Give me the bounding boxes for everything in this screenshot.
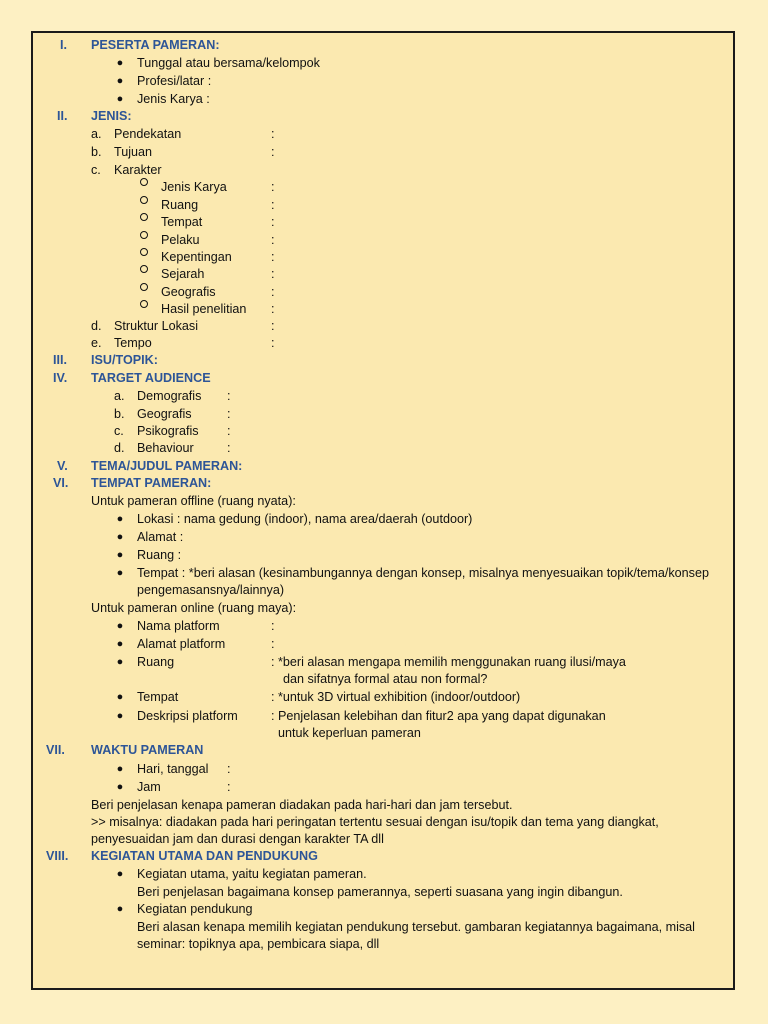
section-number: V. (57, 459, 68, 473)
bullet-icon: ● (116, 620, 124, 632)
bullet-icon: ● (116, 75, 124, 87)
bullet-icon: ● (116, 868, 124, 880)
section-title: JENIS: (91, 109, 132, 123)
bullet-icon: ● (116, 549, 124, 561)
bullet-icon: ● (116, 903, 124, 915)
bullet-icon: ● (116, 763, 124, 775)
circle-bullet-icon (140, 213, 148, 221)
section-number: II. (57, 109, 68, 123)
section-number: VIII. (46, 849, 69, 863)
bullet-icon: ● (116, 781, 124, 793)
bullet-icon: ● (116, 513, 124, 525)
bullet-icon: ● (116, 691, 124, 703)
section-number: I. (60, 38, 67, 52)
section-title: KEGIATAN UTAMA DAN PENDUKUNG (91, 849, 318, 863)
section-number: VII. (46, 743, 65, 757)
section-number: VI. (53, 476, 69, 490)
circle-bullet-icon (140, 248, 148, 256)
bullet-icon: ● (116, 638, 124, 650)
section-number: III. (53, 353, 67, 367)
circle-bullet-icon (140, 265, 148, 273)
bullet-icon: ● (116, 710, 124, 722)
circle-bullet-icon (140, 196, 148, 204)
bullet-icon: ● (116, 57, 124, 69)
section-title: PESERTA PAMERAN: (91, 38, 220, 52)
circle-bullet-icon (140, 231, 148, 239)
bullet-icon: ● (116, 93, 124, 105)
section-number: IV. (53, 371, 68, 385)
circle-bullet-icon (140, 300, 148, 308)
bullet-icon: ● (116, 531, 124, 543)
section-title: TEMPAT PAMERAN: (91, 476, 212, 490)
section-title: TEMA/JUDUL PAMERAN: (91, 459, 243, 473)
section-title: ISU/TOPIK: (91, 353, 158, 367)
section-title: WAKTU PAMERAN (91, 743, 204, 757)
document-page: I. PESERTA PAMERAN: ● Tunggal atau bersama/kelompok ● Profesi/latar : ● Jenis Karya : II. JENIS: a. Pendekatan : b. Tujuan : c. Karakter Jenis Karya : Ruang : Tempat : Pelaku : Kepentingan : Sejarah : Geografis : Hasil penelitian : d. Struktur Lokasi : e. Tempo : III. ISU/TOPIK: IV. TARGET AUDIENCE a. Demografis : b. Geografis : c. Psikografis : d. Behaviour : V. TEMA/JUDUL PAMERAN: VI. TEMPAT PAMERAN: Untuk pameran offline (ruang nyata): ● Lokasi : nama gedung (indoor), nama area/daerah (outdoor) ● Alamat : ● Ruang : ● Tempat : *beri alasan (kesinambungannya dengan konsep, misalnya menyesuaikan topik/tema/konsep pengemasansnya/lainnya) Untuk pameran online (ruang maya): ● Nama platform : ● Alamat platform : ● Ruang : *beri alasan mengapa memilih menggunakan ruang ilusi/maya dan sifatnya formal atau non formal? ● Tempat : *untuk 3D virtual exhibition (indoor/outdoor) ● Deskripsi platform : Penjelasan kelebihan dan fitur2 apa yang dapat digunakan untuk keperluan pameran VII. WAKTU PAMERAN ● Hari, tanggal : ● Jam : Beri penjelasan kenapa pameran diadakan pada hari-hari dan jam tersebut. >> misalnya: diadakan pada hari peringatan tertentu sesuai dengan isu/topik dan tema yang diangkat, penyesuaidan jam dan durasi dengan karakter TA dll VIII. KEGIATAN UTAMA DAN PENDUKUNG ● Kegiatan utama, yaitu kegiatan pameran. Beri penjelasan bagaimana konsep pamerannya, seperti suasana yang ingin dibangun. ● Kegiatan pendukung Beri alasan kenapa memilih kegiatan pendukung tersebut. gambaran kegiatannya bagaimana, misal seminar: topiknya apa, pembicara siapa, dll (31, 31, 735, 990)
circle-bullet-icon (140, 283, 148, 291)
section-title: TARGET AUDIENCE (91, 371, 211, 385)
circle-bullet-icon (140, 178, 148, 186)
bullet-icon: ● (116, 567, 124, 579)
bullet-icon: ● (116, 656, 124, 668)
